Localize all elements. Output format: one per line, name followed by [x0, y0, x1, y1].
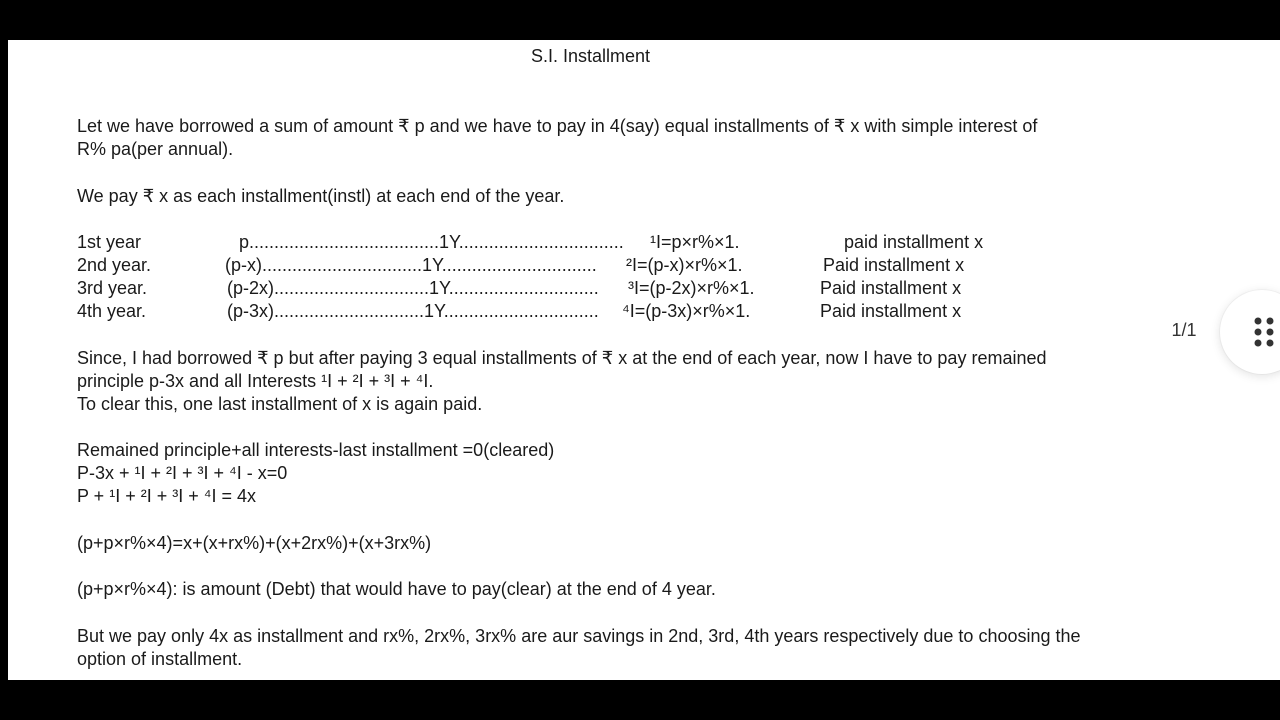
- intro-line-1: Let we have borrowed a sum of amount ₹ p and we have to pay in 4(say) equal installments of ₹ x with simple interest of: [77, 116, 1038, 136]
- since-line-2: principle p-3x and all Interests ¹I + ²I + ³I + ⁴I.: [77, 371, 434, 391]
- schedule-status: Paid installment x: [820, 278, 962, 298]
- pay-line: We pay ₹ x as each installment(instl) at each end of the year.: [77, 186, 565, 206]
- savings-line-2: option of installment.: [77, 649, 243, 669]
- schedule-principal: (p-3x)..............................1Y...............................: [227, 301, 599, 321]
- intro-line-2: R% pa(per annual).: [77, 139, 234, 159]
- menu-button[interactable]: [1220, 290, 1280, 374]
- schedule-year: 4th year.: [77, 301, 147, 321]
- schedule-interest: ²I=(p-x)×r%×1.: [626, 255, 743, 275]
- page-indicator: 1/1: [1171, 320, 1197, 340]
- since-line-3: To clear this, one last installment of x is again paid.: [77, 394, 483, 414]
- document-title: S.I. Installment: [531, 46, 651, 66]
- schedule-interest: ¹I=p×r%×1.: [650, 232, 740, 252]
- schedule-principal: p......................................1Y.................................: [239, 232, 624, 252]
- dots-grid-icon: [1254, 317, 1274, 347]
- schedule-year: 3rd year.: [77, 278, 148, 298]
- schedule-status: paid installment x: [844, 232, 984, 252]
- savings-line-1: But we pay only 4x as installment and rx%, 2rx%, 3rx% are aur savings in 2nd, 3rd, 4th years respectively due to choosing the: [77, 626, 1081, 646]
- since-line-1: Since, I had borrowed ₹ p but after paying 3 equal installments of ₹ x at the end of each year, now I have to pay remained: [77, 348, 1047, 368]
- equation-line-1: Remained principle+all interests-last installment =0(cleared): [77, 440, 555, 460]
- schedule-principal: (p-2x)...............................1Y..............................: [227, 278, 599, 298]
- document-viewer[interactable]: [8, 40, 1280, 680]
- schedule-principal: (p-x)................................1Y...............................: [225, 255, 597, 275]
- schedule-year: 1st year: [77, 232, 142, 252]
- schedule-status: Paid installment x: [820, 301, 962, 321]
- equation-line-4: (p+p×r%×4)=x+(x+rx%)+(x+2rx%)+(x+3rx%): [77, 533, 432, 553]
- equation-line-3: P + ¹I + ²I + ³I + ⁴I = 4x: [77, 486, 256, 506]
- schedule-year: 2nd year.: [77, 255, 152, 275]
- schedule-interest: ³I=(p-2x)×r%×1.: [628, 278, 755, 298]
- schedule-interest: ⁴I=(p-3x)×r%×1.: [622, 301, 751, 321]
- equation-line-2: P-3x + ¹I + ²I + ³I + ⁴I - x=0: [77, 463, 288, 483]
- debt-line: (p+p×r%×4): is amount (Debt) that would have to pay(clear) at the end of 4 year.: [77, 579, 716, 599]
- schedule-status: Paid installment x: [823, 255, 965, 275]
